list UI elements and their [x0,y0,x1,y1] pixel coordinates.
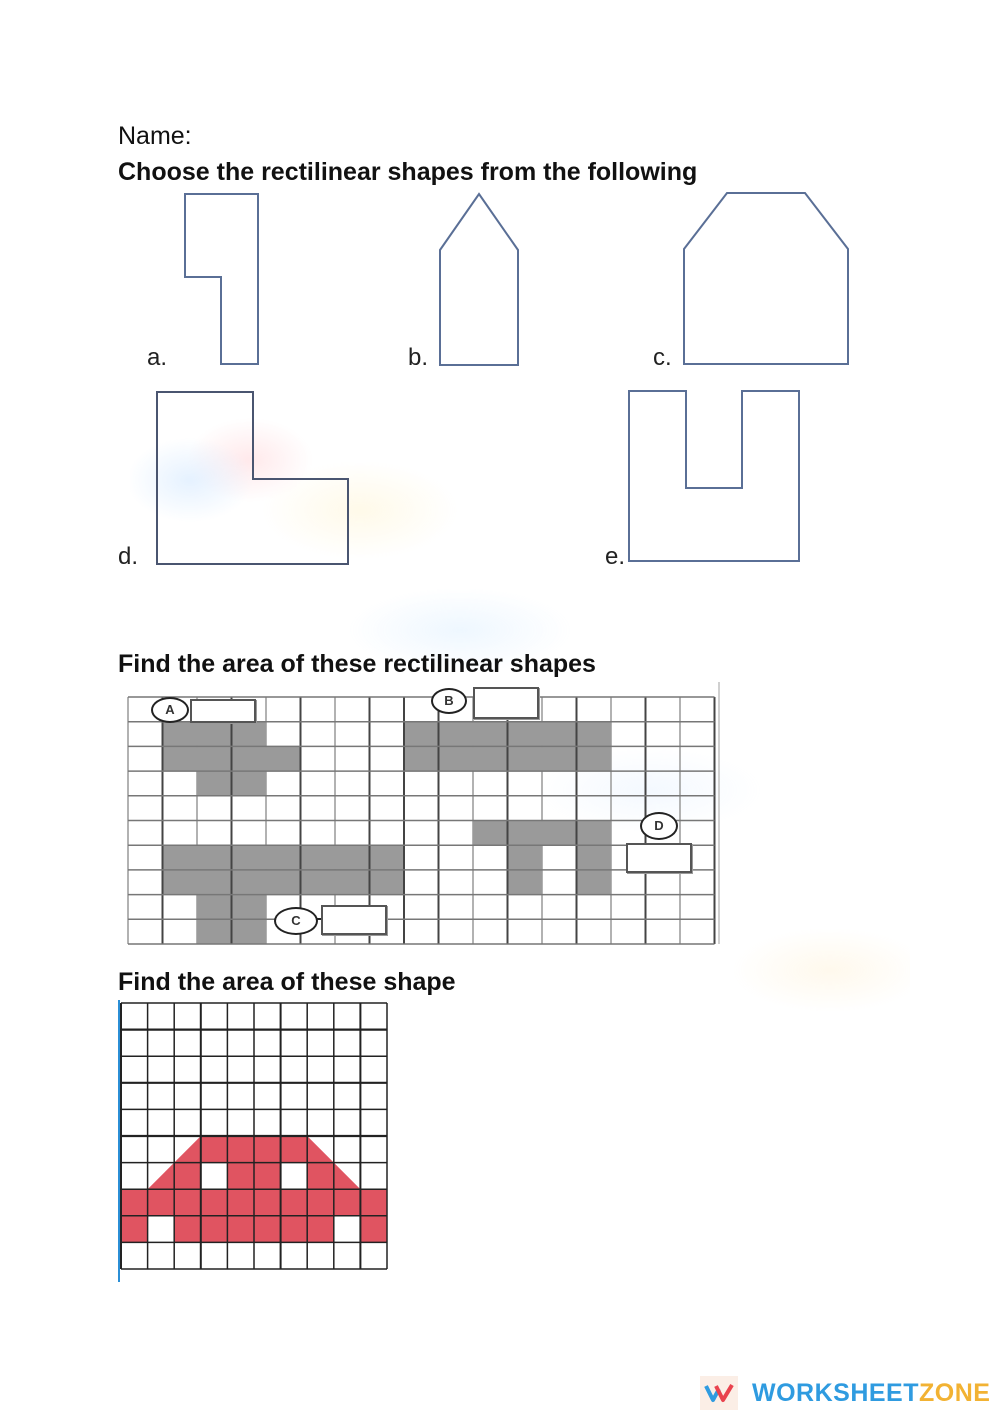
logo-text-worksheet: WORKSHEET [752,1378,919,1407]
logo-w-icon [700,1376,738,1410]
shape-e-label: e. [605,543,626,570]
car-shape-grid [121,1003,401,1283]
shape-e[interactable] [0,0,1000,600]
question1-title: Choose the rectilinear shapes from the following [118,158,698,186]
name-label: Name: [118,122,192,150]
area-grid [128,697,728,957]
answer-box-b[interactable] [473,687,539,719]
answer-box-a[interactable] [190,699,256,723]
left-cursor-line [118,1000,120,1282]
shape-a-label: a. [147,344,168,371]
logo-text [752,1379,990,1408]
grid-edge-line [718,682,720,944]
question2-title: Find the area of these rectilinear shapes [118,650,596,678]
question3-title: Find the area of these shape [118,968,456,996]
shape-tag-c: C [274,907,318,935]
shape-d-label: d. [118,543,139,570]
worksheetzone-logo[interactable] [700,1376,990,1410]
answer-box-d[interactable] [626,843,692,873]
shape-c-label: c. [653,344,672,371]
shape-b-label: b. [408,344,429,371]
shape-tag-a: A [151,697,189,723]
answer-box-c[interactable] [321,905,387,935]
logo-text-zone: ZONE [919,1378,991,1407]
shape-tag-d: D [640,812,678,840]
shape-tag-b: B [431,688,467,714]
